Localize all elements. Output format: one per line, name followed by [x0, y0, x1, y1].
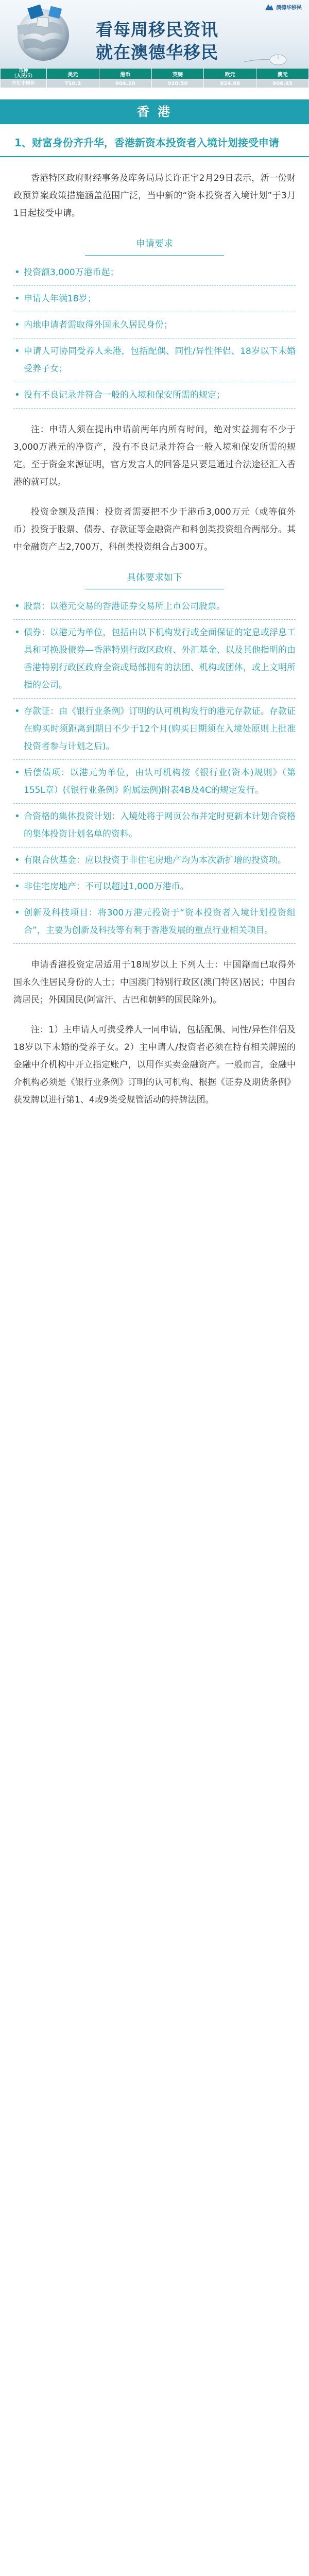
requirement-item: • 投资额3,000万港币起；: [13, 260, 296, 286]
rate-header-eur: 欧元: [204, 69, 256, 79]
rate-value-label: 外汇中间价: [1, 79, 47, 88]
rate-header-aud: 澳元: [256, 69, 309, 79]
eligibility-paragraph: 申请香港投资定居适用于18周岁以上下列人士：中国籍而已取得外国永久性居民身份的人士；中国澳门特别行政区(澳门特区)居民；中国台湾居民；外国国民(阿富汗、古巴和朝鲜的国民除外)。: [13, 960, 296, 1005]
rate-table-value-row: [1, 79, 309, 88]
detail-item-collective-schemes: • 合资格的集体投资计划：入境处将于网页公布并定时更新本计划合资格的集体投资计划名单的资料。: [13, 804, 296, 848]
rate-header-usd: 美元: [47, 69, 99, 79]
globe-puzzle-icon: [13, 4, 73, 64]
requirement-item: • 内地申请者需取得外国永久居民身份；: [13, 312, 296, 338]
banner-headline: [96, 19, 218, 64]
rate-value-hkd: 904.10: [99, 79, 151, 88]
rate-header-hkd: 港币: [99, 69, 151, 79]
rate-value-gbp: 910.50: [151, 79, 204, 88]
brand-logo-text: 澳德华移民: [276, 5, 302, 11]
requirements-list: [13, 260, 296, 409]
brand-logo: [265, 3, 302, 11]
exchange-rate-table: [0, 68, 309, 88]
eligibility-note: 注：1）主申请人可携受养人一同申请，包括配偶、同性/异性伴侣及18岁以下未婚的受养子女。2）主申请人/投资者必须在持有相关牌照的金融中介机构中开立指定账户，以用作买卖金融资产。一般而言，金融中介机构必须是《银行业条例》订明的认可机构、根据《证券及期货条例》获发牌以进行第1、4或9类受规管活动的持牌法团。: [13, 1025, 296, 1105]
requirement-item: • 没有不良记录并符合一般的入境和保安所需的规定；: [13, 382, 296, 409]
header-banner: [0, 0, 309, 68]
requirement-item: • 申请人年满18岁；: [13, 286, 296, 312]
detail-item-subordinated-debt: • 后偿债项：以港元为单位，由认可机构按《银行业(资本)规则》（第155L章）(《银行业条例》附属法例)附表4B及4C的规定发行。: [13, 760, 296, 804]
detail-item-real-estate: • 非住宅房地产：不可以超过1,000万港币。: [13, 874, 296, 900]
banner-headline-line1: 看每周移民资讯: [96, 20, 218, 40]
article-heading: 1、财富身份齐升华，香港新资本投资者入境计划接受申请: [14, 137, 279, 149]
rate-value-eur: 624.68: [204, 79, 256, 88]
rate-header-gbp: 英镑: [151, 69, 204, 79]
detail-item-stocks: • 股票：以港元交易的香港证券交易所上市公司股票。: [13, 594, 296, 620]
detail-item-innovation: • 创新及科技项目：将300万港元投资于“资本投资者入境计划投资组合”，主要为创新及科技等有利于香港发展的重点行业相关项目。: [13, 900, 296, 944]
detail-title: 具体要求如下: [85, 570, 224, 589]
banner-headline-line2: 就在澳德华移民: [96, 42, 218, 62]
detail-list: [13, 594, 296, 944]
brand-logo-icon: [265, 4, 274, 11]
rate-table-header-row: [1, 69, 309, 79]
detail-item-bonds: • 债券：以港元为单位，包括由以下机构发行或全面保证的定息或浮息工具和可换股债券—香港特别行政区政府、外汇基金、以及其他指明的由香港特别行政区政府全资或局部拥有的法团、机构或团体，或上文明所指的公司。: [13, 620, 296, 699]
detail-item-limited-partnership: • 有限合伙基金：应以投资于非住宅房地产均为本次新扩增的投资项。: [13, 848, 296, 874]
page: [0, 0, 309, 1129]
computer-mouse-icon: [244, 52, 287, 66]
intro-paragraph: 香港特区政府财经事务及库务局局长许正宇2月29日表示，新一份财政预算案政策措施涵盖范围广泛，当中新的“资本投资者入境计划”于3月1日起接受申请。: [13, 173, 296, 218]
requirement-item: • 申请人可协同受养人来港，包括配偶、同性/异性伴侣、18岁以下未婚受养子女；: [13, 338, 296, 382]
rate-value-aud: 906.45: [256, 79, 309, 88]
requirements-title: 申请要求: [85, 236, 224, 256]
requirements-note: 注：申请人须在提出申请前两年内所有时间，绝对实益拥有不少于3,000万港元的净资产，没有不良记录并符合一般入境和保安所需的规定。至于资金来源证明，官方发言人的回答是只要是通过合法途径汇入香港的就可以。: [13, 425, 296, 487]
rate-value-usd: 710.3: [47, 79, 99, 88]
investment-scope-paragraph: 投资金额及范围：投资者需要把不少于港币3,000万元（或等值外币）投资于股票、债券、存款证等金融资产和科创类投资组合两部分。其中金融资产占2,700万，科创类投资组合占300万。: [13, 507, 296, 552]
region-title-hongkong: 香 港: [0, 99, 309, 124]
rate-header-currency: 币种 （人民币）: [1, 69, 47, 79]
detail-item-certificates: • 存款证：由《银行业条例》订明的认可机构发行的港元存款证。存款证在购买时须距离到期日不少于12个月(购买日期须在入境处原则上批准投资者参与计划之后)。: [13, 699, 296, 760]
heading-divider: [0, 156, 309, 157]
